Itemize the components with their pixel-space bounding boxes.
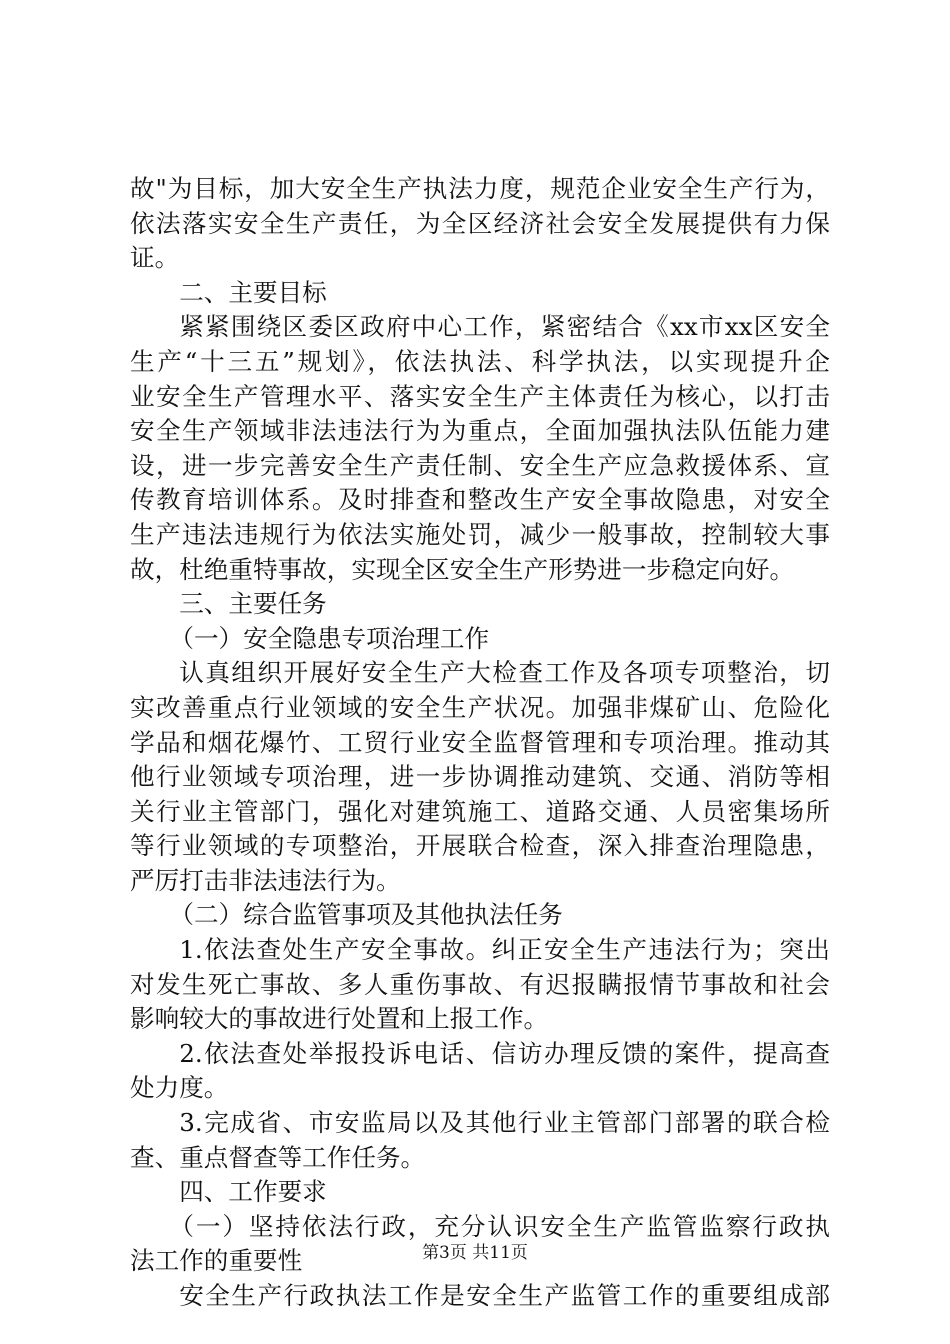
- text-line: 查、重点督查等工作任务。: [130, 1142, 426, 1172]
- text-line: 1.依法查处生产安全事故。纠正安全生产违法行为；突出: [179, 935, 830, 965]
- document-body: [130, 172, 830, 1314]
- text-line: 严厉打击非法违法行为。: [130, 865, 401, 895]
- text-line: 他行业领域专项治理，进一步协调推动建筑、交通、消防等相: [130, 762, 830, 792]
- text-line: 2.依法查处举报投诉电话、信访办理反馈的案件，提高查: [179, 1038, 830, 1068]
- page-footer: 第3页 共11页: [422, 1243, 528, 1263]
- text-line: 二、主要目标: [179, 277, 327, 307]
- text-line: 证。: [130, 243, 180, 273]
- text-line: 安全生产领域非法违法行为为重点，全面加强执法队伍能力建: [130, 416, 830, 446]
- text-line: 处力度。: [130, 1073, 229, 1103]
- text-line: 生产“十三五”规划》，依法执法、科学执法，以实现提升企: [130, 346, 830, 376]
- text-line: 传教育培训体系。及时排查和整改生产安全事故隐患，对安全: [130, 485, 830, 515]
- text-line: 紧紧围绕区委区政府中心工作，紧密结合《xx市xx区安全: [179, 312, 830, 342]
- text-line: 对发生死亡事故、多人重伤事故、有迟报瞒报情节事故和社会: [130, 969, 830, 999]
- text-line: 四、工作要求: [179, 1177, 327, 1207]
- text-line: 学品和烟花爆竹、工贸行业安全监督管理和专项治理。推动其: [130, 727, 830, 757]
- text-line: 三、主要任务: [179, 589, 327, 619]
- text-line: （二）综合监管事项及其他执法任务: [169, 900, 563, 930]
- text-line: 业安全生产管理水平、落实安全生产主体责任为核心，以打击: [130, 381, 830, 411]
- text-line: （一）坚持依法行政，充分认识安全生产监管监察行政执: [169, 1211, 830, 1241]
- text-line: 故，杜绝重特事故，实现全区安全生产形势进一步稳定向好。: [130, 554, 795, 584]
- text-line: 故"为目标，加大安全生产执法力度，规范企业安全生产行为，: [130, 174, 830, 203]
- text-line: 关行业主管部门，强化对建筑施工、道路交通、人员密集场所: [130, 796, 830, 826]
- text-line: 认真组织开展好安全生产大检查工作及各项专项整治，切: [179, 658, 830, 688]
- text-line: 等行业领域的专项整治，开展联合检查，深入排查治理隐患，: [130, 831, 830, 861]
- text-line: 安全生产行政执法工作是安全生产监管工作的重要组成部: [179, 1281, 830, 1310]
- text-line: 依法落实安全生产责任，为全区经济社会安全发展提供有力保: [130, 208, 830, 238]
- text-line: 设，进一步完善安全生产责任制、安全生产应急救援体系、宣: [130, 450, 830, 480]
- text-line: 3.完成省、市安监局以及其他行业主管部门部署的联合检: [179, 1108, 830, 1138]
- text-line: （一）安全隐患专项治理工作: [169, 623, 490, 653]
- text-line: 实改善重点行业领域的安全生产状况。加强非煤矿山、危险化: [130, 692, 830, 722]
- text-line: 法工作的重要性: [130, 1246, 303, 1276]
- text-line: 生产违法违规行为依法实施处罚，减少一般事故，控制较大事: [130, 519, 830, 549]
- text-line: 影响较大的事故进行处置和上报工作。: [130, 1004, 549, 1034]
